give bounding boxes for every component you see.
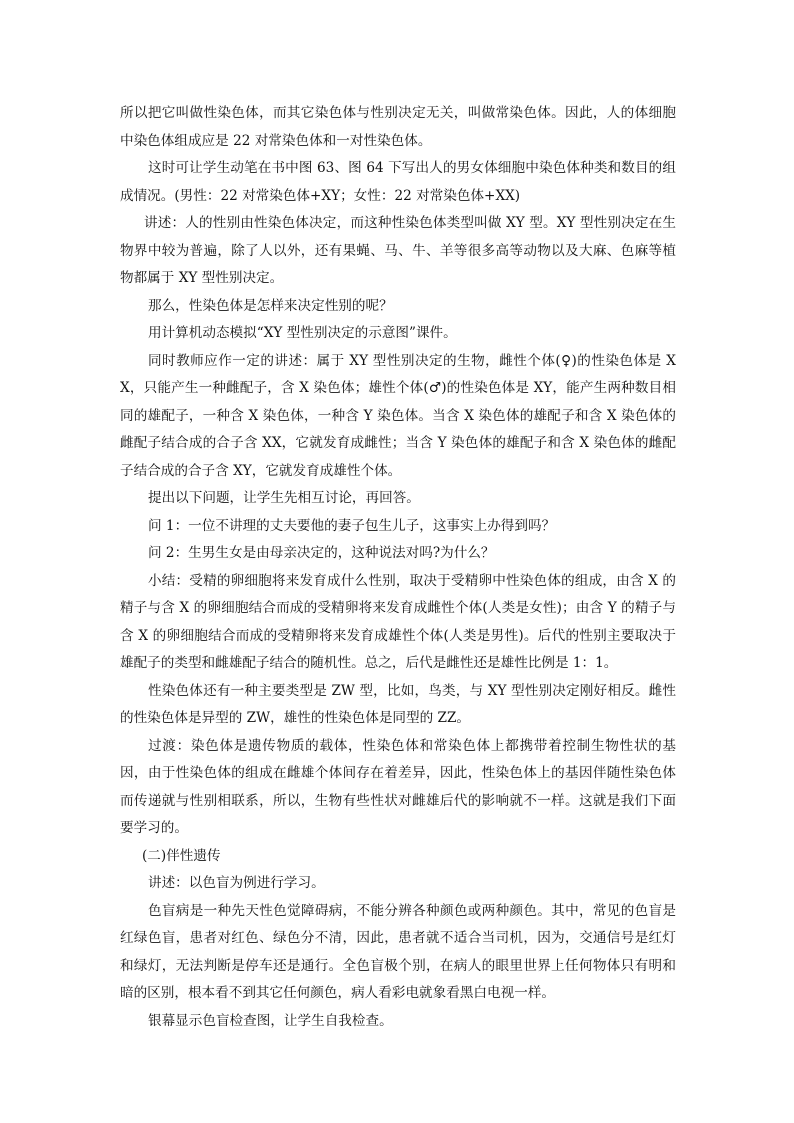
paragraph-teacher-explanation: 同时教师应作一定的讲述：属于 XY 型性别决定的生物，雌性个体(♀)的性染色体是 XX，只能产生一种雌配子，含 X 染色体；雄性个体(♂)的性染色体是 XY，能产生两种数目相同的雄配子，一种含 X 染色体，一种含 Y 染色体。当含 X 染色体的雄配子和含 X 染色体的雌配子结合成的合子含 XX，它就发育成雌性；当含 Y 染色体的雄配子和含 X 染色体的雌配子结合成的合子含 XY，它就发育成雄性个体。: [120, 352, 676, 479]
paragraph-color-blindness-intro: 讲述：以色盲为例进行学习。: [148, 875, 325, 891]
paragraph-question-how: 那么，性染色体是怎样来决定性别的呢？: [148, 297, 393, 314]
paragraph-color-blindness-test: 银幕显示色盲检查图，让学生自我检查。: [148, 1012, 393, 1029]
paragraph-question-2: 问 2：生男生女是由母亲决定的，这种说法对吗?为什么？: [148, 545, 495, 561]
paragraph-color-blindness-description: 色盲病是一种先天性色觉障碍病，不能分辨各种颜色或两种颜色。其中，常见的色盲是红绿色盲，患者对红色、绿色分不清，因此，患者就不适合当司机，因为，交通信号是红灯和绿灯，无法判断是停车还是通行。全色盲极个别，在病人的眼里世界上任何物体只有明和暗的区别，根本看不到其它任何颜色，病人看彩电就象看黑白电视一样。: [120, 902, 676, 1001]
paragraph-transition: 过渡：染色体是遗传物质的载体，性染色体和常染色体上都携带着控制生物性状的基因，由于性染色体的组成在雌雄个体间存在着差异，因此，性染色体上的基因伴随性染色体而传递就与性别相联系，所以，生物有些性状对雌雄后代的影响就不一样。这就是我们下面要学习的。: [120, 737, 676, 836]
paragraph-student-exercise: 这时可让学生动笔在书中图 63、图 64 下写出人的男女体细胞中染色体种类和数目的组成情况。(男性：22 对常染色体+XY；女性：22 对常染色体+XX): [120, 160, 676, 204]
paragraph-sex-chromosome-definition: 所以把它叫做性染色体，而其它染色体与性别决定无关，叫做常染色体。因此，人的体细胞中染色体组成应是 22 对常染色体和一对性染色体。: [120, 105, 676, 149]
paragraph-question-1: 问 1：一位不讲理的丈夫要他的妻子包生儿子，这事实上办得到吗？: [148, 517, 556, 534]
section-heading-sex-linked-inheritance: (二)伴性遗传: [142, 847, 221, 864]
paragraph-computer-simulation: 用计算机动态模拟“XY 型性别决定的示意图”课件。: [148, 325, 457, 341]
paragraph-zw-type: 性染色体还有一种主要类型是 ZW 型，比如，鸟类，与 XY 型性别决定刚好相反。雌性的性染色体是异型的 ZW，雄性的性染色体是同型的 ZZ。: [120, 682, 676, 726]
paragraph-xy-type-explanation: 讲述：人的性别由性染色体决定，而这种性染色体类型叫做 XY 型。XY 型性别决定在生物界中较为普遍，除了人以外，还有果蝇、马、牛、羊等很多高等动物以及大麻、色麻等植物都属于 XY 型性别决定。: [120, 215, 676, 286]
paragraph-discussion-prompt: 提出以下问题，让学生先相互讨论，再回答。: [148, 490, 420, 506]
document-page: [120, 100, 676, 1035]
paragraph-summary: 小结：受精的卵细胞将来发育成什么性别，取决于受精卵中性染色体的组成，由含 X 的精子与含 X 的卵细胞结合而成的受精卵将来发育成雌性个体(人类是女性)；由含 Y 的精子与含 X 的卵细胞结合而成的受精卵将来发育成雄性个体(人类是男性)。后代的性别主要取决于雄配子的类型和雌雄配子结合的随机性。总之，后代是雌性还是雄性比例是 1：1。: [120, 572, 676, 671]
